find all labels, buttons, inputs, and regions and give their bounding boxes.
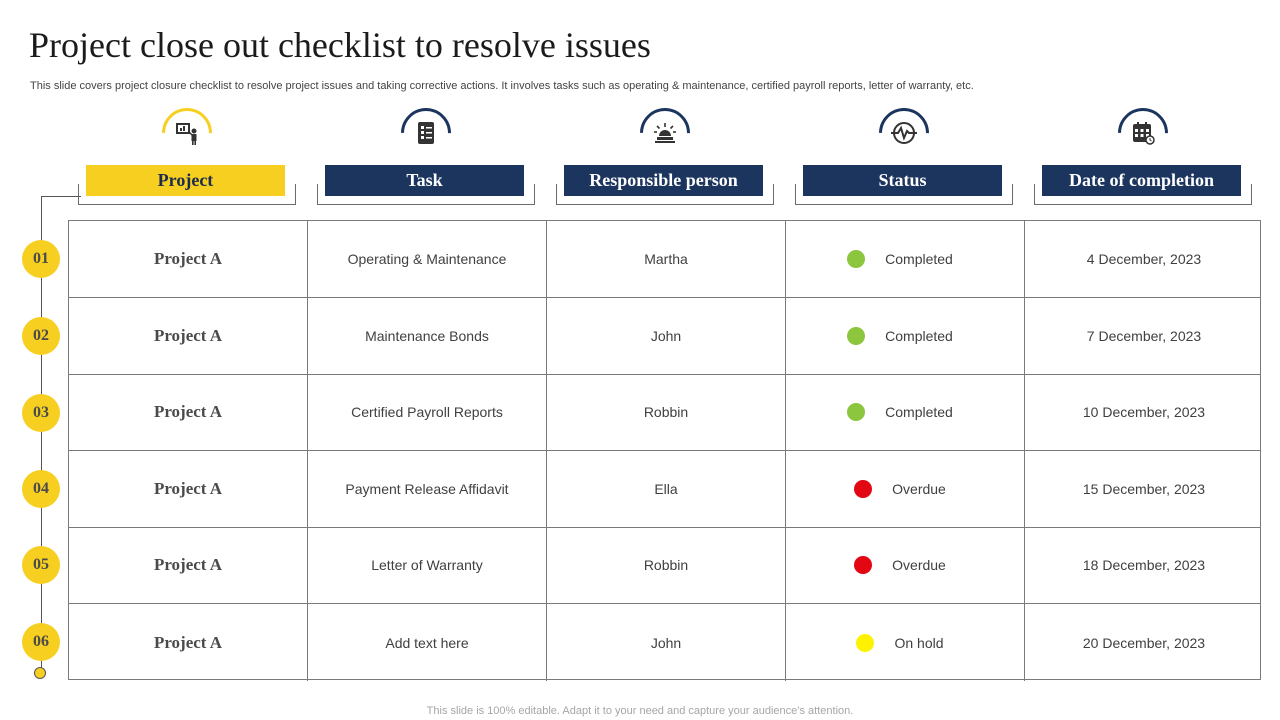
status-dot xyxy=(854,480,872,498)
table-row xyxy=(69,374,1260,451)
table-row xyxy=(69,527,1260,604)
project-cell: Project A xyxy=(69,527,308,603)
person-cell: John xyxy=(547,298,786,374)
checklist-icon xyxy=(406,113,446,153)
project-cell: Project A xyxy=(69,298,308,374)
date-cell: 20 December, 2023 xyxy=(1082,634,1206,651)
task-cell: Add text here xyxy=(308,604,547,681)
status-label: Completed xyxy=(885,251,953,267)
page-title: Project close out checklist to resolve issues xyxy=(29,25,651,65)
column-header-status xyxy=(795,108,1013,208)
status-label: Overdue xyxy=(892,557,946,573)
person-alarm-icon xyxy=(645,113,685,153)
footer-note: This slide is 100% editable. Adapt it to your need and capture your audience’s attention. xyxy=(426,705,854,717)
status-label: Overdue xyxy=(892,481,946,497)
date-cell: 15 December, 2023 xyxy=(1082,481,1206,497)
person-cell: Ella xyxy=(547,451,786,527)
header-label-responsible-person: Responsible person xyxy=(564,165,763,196)
pulse-icon xyxy=(884,113,924,153)
column-header-task xyxy=(317,108,535,208)
header-label-status: Status xyxy=(803,165,1002,196)
status-dot xyxy=(847,403,865,421)
row-number-badge: 06 xyxy=(22,623,60,661)
table-row xyxy=(69,451,1260,528)
project-cell: Project A xyxy=(69,604,308,681)
status-label: Completed xyxy=(885,404,953,420)
status-cell xyxy=(786,604,1025,681)
calendar-icon xyxy=(1123,113,1163,153)
task-cell: Certified Payroll Reports xyxy=(308,374,547,450)
status-dot xyxy=(847,327,865,345)
person-cell: John xyxy=(547,604,786,681)
task-cell: Payment Release Affidavit xyxy=(308,451,547,527)
presentation-icon xyxy=(167,113,207,153)
person-cell: Martha xyxy=(547,221,786,297)
status-dot xyxy=(856,634,874,652)
status-dot xyxy=(847,250,865,268)
page-subtitle: This slide covers project closure checklist to resolve project issues and taking corrective actions. It involves tasks such as operating & maintenance, certified payroll reports, letter of warranty, etc. xyxy=(30,80,974,92)
row-number-badge: 01 xyxy=(22,240,60,278)
status-cell xyxy=(786,527,1025,603)
table-row xyxy=(69,221,1260,298)
column-header-date-of-completion xyxy=(1034,108,1252,208)
table-row xyxy=(69,298,1260,375)
row-number-badge: 04 xyxy=(22,470,60,508)
row-number-badge: 02 xyxy=(22,317,60,355)
column-header-project xyxy=(78,108,296,208)
checklist-table xyxy=(68,220,1261,680)
date-cell: 4 December, 2023 xyxy=(1086,251,1202,267)
header-label-task: Task xyxy=(325,165,524,196)
person-cell: Robbin xyxy=(547,527,786,603)
row-number-badge: 05 xyxy=(22,546,60,584)
date-cell: 18 December, 2023 xyxy=(1082,557,1206,573)
person-cell: Robbin xyxy=(547,374,786,450)
status-label: On hold xyxy=(894,634,944,651)
project-cell: Project A xyxy=(69,374,308,450)
task-cell: Letter of Warranty xyxy=(308,527,547,603)
column-header-responsible-person xyxy=(556,108,774,208)
task-cell: Operating & Maintenance xyxy=(308,221,547,297)
status-label: Completed xyxy=(885,328,953,344)
status-cell xyxy=(786,298,1025,374)
header-label-date-of-completion: Date of completion xyxy=(1042,165,1241,196)
status-dot xyxy=(854,556,872,574)
status-cell xyxy=(786,374,1025,450)
task-cell: Maintenance Bonds xyxy=(308,298,547,374)
date-cell: 7 December, 2023 xyxy=(1086,328,1202,344)
project-cell: Project A xyxy=(69,221,308,297)
timeline-connector xyxy=(41,196,81,197)
table-row xyxy=(69,604,1260,681)
header-label-project: Project xyxy=(86,165,285,196)
status-cell xyxy=(786,451,1025,527)
row-number-badge: 03 xyxy=(22,394,60,432)
project-cell: Project A xyxy=(69,451,308,527)
timeline-end-dot xyxy=(34,667,46,679)
date-cell: 10 December, 2023 xyxy=(1082,404,1206,420)
status-cell xyxy=(786,221,1025,297)
